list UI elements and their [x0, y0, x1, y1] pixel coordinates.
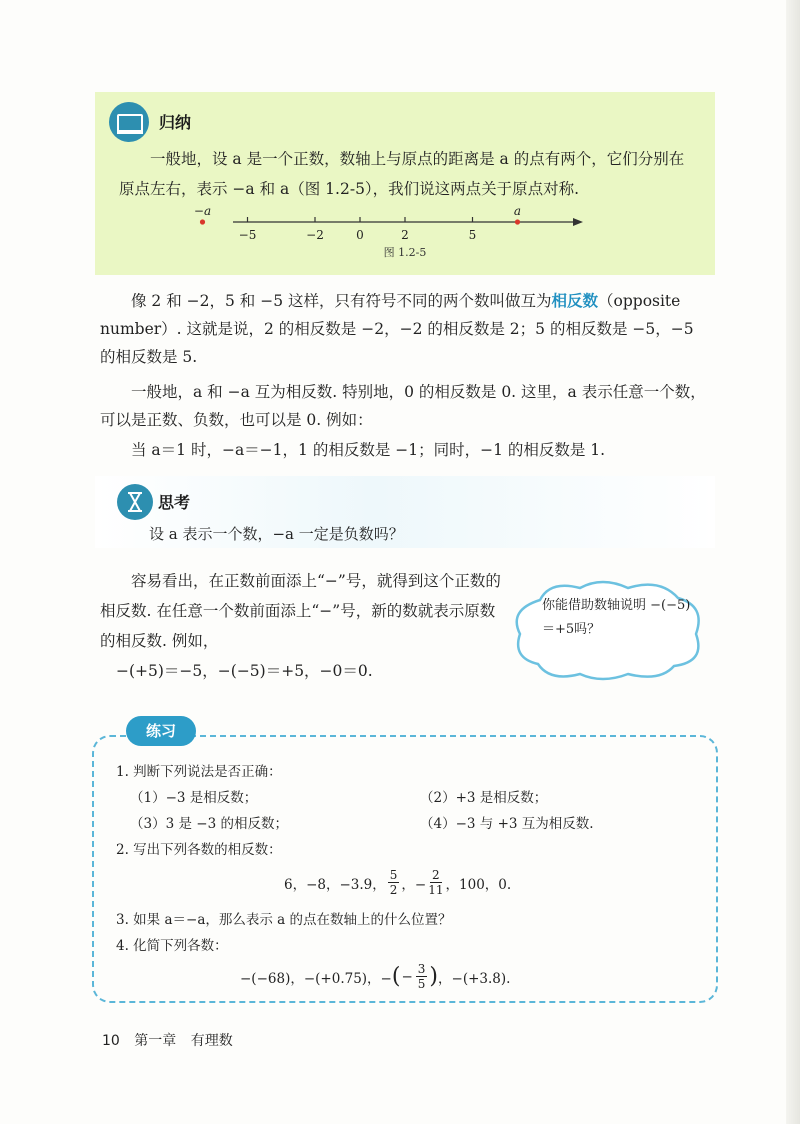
arrow-icon [573, 218, 583, 226]
term-opposite-number: 相反数 [551, 291, 599, 310]
practice-q3: 3. 如果 a＝−a，那么表示 a 的点在数轴上的什么位置？ [116, 912, 452, 928]
summary-title: 归纳 [159, 113, 192, 132]
practice-q2: 2. 写出下列各数的相反数： [116, 842, 282, 858]
tick-label: 0 [356, 228, 364, 242]
fraction-denominator: 2 [389, 883, 398, 897]
page-number: 10 [102, 1033, 120, 1049]
summary-box [95, 92, 715, 275]
separator: ，− [401, 876, 427, 893]
practice-q2-numbers [284, 868, 511, 897]
minus-sign: − [401, 968, 413, 985]
fraction-numerator: 5 [389, 868, 398, 882]
point-label: a [513, 204, 522, 218]
hourglass-icon [117, 484, 153, 520]
summary-text: 一般地，设 a 是一个正数，数轴上与原点的距离是 a 的点有两个，它们分别在原点左右，表示 −a 和 a（图 1.2-5），我们说这两点关于原点对称. [119, 150, 685, 198]
tick-label: −5 [238, 228, 257, 242]
fraction-numerator: 3 [417, 962, 426, 976]
practice-q4-expressions [240, 962, 510, 991]
fraction [428, 868, 443, 897]
paragraph-opposite-definition [100, 287, 712, 371]
practice-q1-d: （4）−3 与 +3 互为相反数. [420, 816, 594, 832]
number-list-tail: ，100，0. [445, 876, 512, 893]
practice-q1-a: （1）−3 是相反数； [130, 790, 258, 806]
fraction [416, 962, 428, 991]
cloud-text: 你能借助数轴说明 −(−5)＝+5吗？ [542, 598, 691, 637]
expression-tail: ，−(+3.8). [438, 970, 511, 987]
number-list: 6，−8，−3.9， [284, 876, 386, 893]
paragraph-add-minus: 容易看出，在正数前面添上“−”号，就得到这个正数的相反数. 在任意一个数前面添上“−”号，新的数就表示原数的相反数. 例如， [100, 572, 501, 650]
chapter-label: 第一章 [134, 1033, 177, 1049]
page-edge [786, 0, 800, 1124]
page-footer [102, 1030, 243, 1050]
practice-q1: 1. 判断下列说法是否正确： [116, 764, 282, 780]
example-line: −(+5)＝−5，−(−5)＝+5，−0＝0. [116, 662, 373, 680]
chapter-title: 有理数 [190, 1033, 233, 1049]
tick-label: 2 [401, 228, 409, 242]
paragraph-text: 像 2 和 −2，5 和 −5 这样，只有符号不同的两个数叫做互为 [131, 292, 552, 310]
think-title: 思考 [158, 493, 191, 512]
fraction [388, 868, 400, 897]
tick-label: −2 [306, 228, 324, 242]
fraction-denominator: 5 [417, 977, 426, 991]
number-line-point [200, 219, 205, 224]
expression-list: −(−68)，−(+0.75)，− [240, 970, 392, 987]
fraction-denominator: 11 [428, 883, 444, 897]
number-line-point [515, 219, 520, 224]
paragraph-general: 一般地，a 和 −a 互为相反数. 特别地，0 的相反数是 0. 这里，a 表示任意一个数，可以是正数、负数，也可以是 0. 例如： [100, 383, 706, 429]
point-label: −a [193, 204, 212, 218]
paren-open: ( [391, 963, 401, 989]
practice-label: 练习 [126, 716, 196, 746]
paragraph-text: （opposite number）. 这就是说，2 的相反数是 −2，−2 的相反数是 2；5 的相反数是 −5，−5 的相反数是 5. [100, 292, 694, 366]
think-question: 设 a 表示一个数，−a 一定是负数吗？ [149, 525, 404, 543]
practice-q1-c: （3）3 是 −3 的相反数； [130, 816, 288, 832]
tick-label: 5 [468, 228, 477, 242]
paragraph-example: 当 a＝1 时，−a＝−1，1 的相反数是 −1；同时，−1 的相反数是 1. [131, 441, 606, 459]
practice-q4: 4. 化简下列各数： [116, 938, 228, 954]
fraction-numerator: 2 [432, 868, 440, 882]
figure-caption: 图 1.2-5 [383, 246, 427, 259]
practice-q1-b: （2）+3 是相反数； [420, 790, 548, 806]
paren-close: ) [429, 963, 439, 989]
